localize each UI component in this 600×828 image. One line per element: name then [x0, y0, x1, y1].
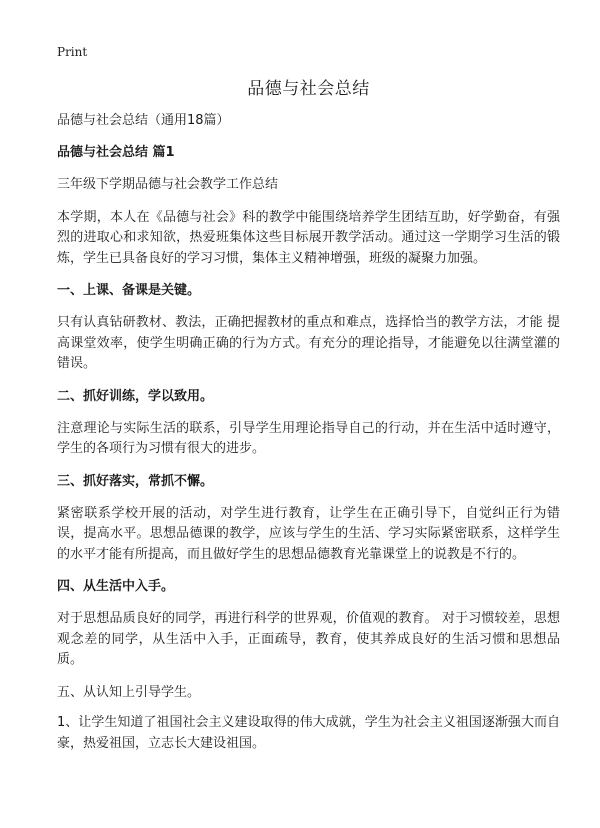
paragraph-4: 紧密联系学校开展的活动，对学生进行教育，让学生在正确引导下，自觉纠正行为错误，提高水平。思想品德课的教学，应该与学生的生活、学习实际紧密联系，这样学生的水平才能有所提高，而且做好学生的思想品德教育光靠课堂上的说教是不行的。 — [57, 505, 560, 562]
paragraph-6: 1、让学生知道了祖国社会主义建设取得的伟大成就，学生为社会主义祖国逐渐强大而自豪，热爱祖国，立志长大建设祖国。 — [57, 715, 560, 751]
heading-cognition: 五、从认知上引导学生。 — [57, 684, 201, 700]
print-link[interactable]: Print — [57, 45, 88, 59]
heading-daily-life: 四、从生活中入手。 — [57, 579, 175, 594]
section-heading-1: 品德与社会总结 篇1 — [57, 145, 175, 160]
paragraph-1: 本学期，本人在《品德与社会》科的教学中能围绕培养学生团结互助，好学勤奋，有强烈的进取心和求知欲，热爱班集体这些目标展开教学活动。通过这一学期学习生活的锻炼，学生已具备良好的学习习惯，集体主义精神增强，班级的凝聚力加强。 — [57, 209, 560, 266]
paragraph-3: 注意理论与实际生活的联系，引导学生用理论指导自己的行动，并在生活中适时遵守，学生的各项行为习惯有很大的进步。 — [57, 420, 560, 456]
heading-implementation: 三、抓好落实，常抓不懈。 — [57, 473, 214, 489]
page-title: 品德与社会总结 — [247, 79, 370, 99]
paragraph-5: 对于思想品质良好的同学，再进行科学的世界观，价值观的教育。 对于习惯较差，思想观念差的同学，从生活中入手，正面疏导，教育，使其养成良好的生活习惯和思想品质。 — [57, 611, 560, 667]
document-subtitle: 品德与社会总结（通用18篇） — [57, 113, 230, 128]
paragraph-2: 只有认真钻研教材、教法，正确把握教材的重点和难点，选择恰当的教学方法，才能 提高课堂效率，使学生明确正确的行为方式。有充分的理论指导，才能避免以往满堂灌的错误。 — [57, 315, 560, 371]
intro-line: 三年级下学期品德与社会教学工作总结 — [57, 177, 279, 192]
heading-lesson-prep: 一、上课、备课是关键。 — [57, 283, 201, 298]
heading-training: 二、抓好训练，学以致用。 — [57, 388, 214, 404]
